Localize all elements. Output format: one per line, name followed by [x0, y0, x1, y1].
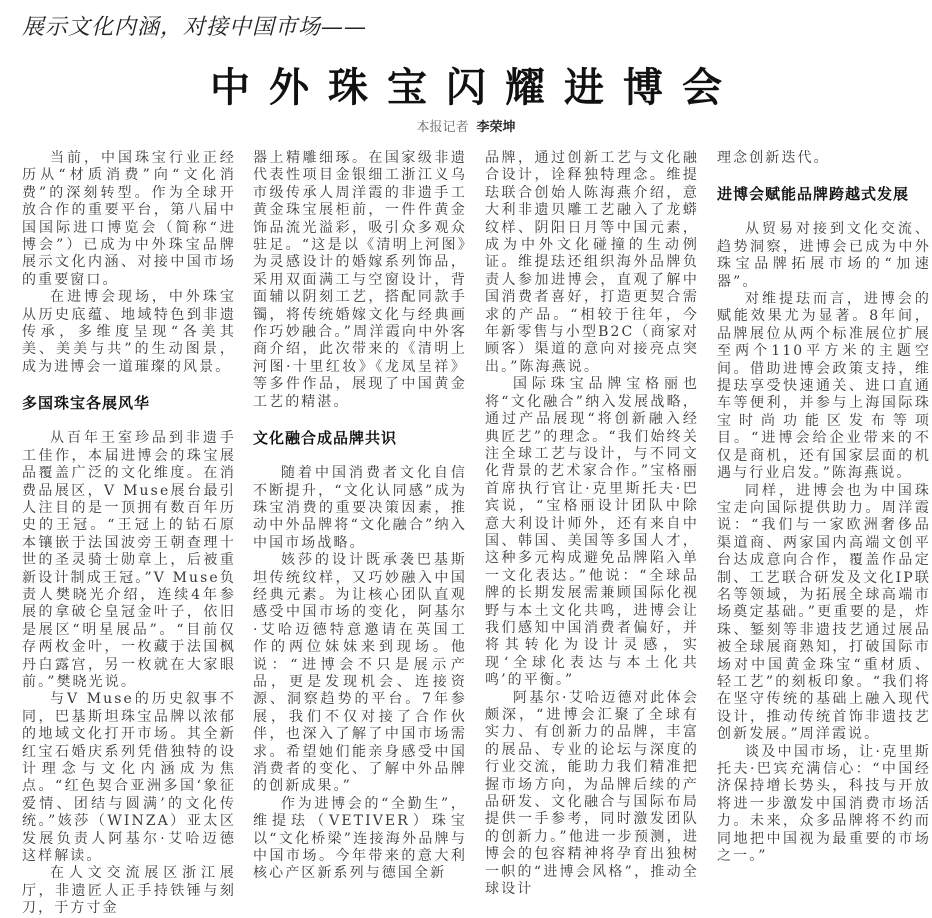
paragraph: 对维提珐而言，进博会的赋能效果尤为显著。8年间，品牌展位从两个标准展位扩展至两个110平方米的主题空间。借助进博会政策支持，维提珐享受快速通关、进口直通车等便利，并参与上海国际珠宝时尚功能区发布等项目。“进博会给企业带来的不仅是商机，还有国家层面的机遇与行业启发。”陈海燕说。: [717, 291, 931, 482]
paragraph: 同样，进博会也为中国珠宝走向国际提供助力。周洋霞说：“我们与一家欧洲奢侈品渠道商、两家国内高端文创平台达成意向合作，覆盖作品定制、工艺联合研发及文化IP联名等领域，为拓展全球高端市场奠定基础。”更重要的是，炸珠、錾刻等非遗技艺通过展品被全球展商熟知，打破国际市场对中国黄金珠宝“重材质、轻工艺”的刻板印象。“我们将在坚守传统的基础上融入现代设计，推动传统首饰非遗技艺创新发展。”周洋霞说。: [717, 482, 931, 743]
paragraph: 随着中国消费者文化自信不断提升，“文化认同感”成为珠宝消费的重要决策因素，推动中外品牌将“文化融合”纳入中国市场战略。: [253, 465, 467, 551]
paragraph: 从贸易对接到文化交流、趋势洞察，进博会已成为中外珠宝品牌拓展市场的“加速器”。: [717, 221, 931, 290]
paragraph: 作为进博会的“全勤生”，维提珐（VETIVER）珠宝以“文化桥梁”连接海外品牌与中国市场。今年带来的意大利核心产区新系列与德国全新: [253, 795, 467, 882]
paragraph: 在进博会现场，中外珠宝从历史底蕴、地域特色到非遗传承，多维度呈现“各美其美、美美与共”的生动图景，成为进博会一道璀璨的风景。: [22, 289, 236, 375]
paragraph: 国际珠宝品牌宝格丽也将“文化融合”纳入发展战略，通过产品展现“将创新融入经典匠艺”的理念。“我们始终关注全球工艺与设计，与不同文化背景的艺术家合作。”宝格丽首席执行官让·克里斯托夫·巴宾说，“宝格丽设计团队中除意大利设计师外，还有来自中国、韩国、美国等多国人才，这种多元构成避免品牌陷入单一文化表达。”他说：“全球品牌的长期发展需兼顾国际化视野与本土文化共鸣，进博会让我们感知中国消费者偏好，并将其转化为设计灵感，实现‘全球化表达与本土化共鸣’的平衡。”: [485, 376, 699, 689]
paragraph: 阿基尔·艾哈迈德对此体会颇深，“进博会汇聚了全球有实力、有创新力的品牌，丰富的展品、专业的论坛与深度的行业交流，能助力我们精准把握市场方向，为品牌后续的产品研发、文化融合与国际布局提供一手参考，同时激发团队的创新力。”他进一步预测，进博会的包容精神将孕育出独树一帜的“进博会风格”，推动全球设计: [485, 689, 699, 898]
paragraph: 姟莎的设计既承袭巴基斯坦传统纹样，又巧妙融入中国经典元素。为让核心团队直观感受中国市场的变化，阿基尔·艾哈迈德特意邀请在英国工作的两位妹妹来到现场。他说：“进博会不只是展示产品，更是发现机会、连接资源、洞察趋势的平台。7年参展，我们不仅对接了合作伙伴，也深入了解了中国市场需求。希望她们能亲身感受中国消费者的变化、了解中外品牌的创新成果。”: [253, 552, 467, 795]
article-column-2: [253, 150, 467, 883]
section-heading: 文化融合成品牌共识: [253, 429, 398, 448]
byline-role: 本报记者: [416, 120, 469, 135]
paragraph-continued: 品牌，通过创新工艺与文化融合设计，诠释独特理念。维提珐联合创始人陈海燕介绍，意大利非遗贝雕工艺融入了龙蟒纹样、阴阳日月等中国元素，成为中外文化碰撞的生动例证。维提珐还组织海外品牌负责人参加进博会，直观了解中国消费者喜好，打造更契合需求的产品。“相较于往年，今年新零售与小型B2C（商家对顾客）渠道的意向对接亮点突出。”陈海燕说。: [485, 150, 699, 375]
paragraph-continued: 理念创新迭代。: [717, 150, 830, 166]
paragraph: 从百年王室珍品到非遗手工佳作，本届进博会的珠宝展品覆盖广泛的文化维度。在消费品展区，V Muse展台最引人注目的是一顶拥有数百年历史的王冠。“王冠上的钻石原本镶嵌于法国波旁王朝查理十世的圣灵骑士勋章上，后被重新设计制成王冠。”V Muse负责人樊晓光介绍，连续4年参展的拿破仑皇冠金叶子，依旧是展区“明星展品”。“目前仅存两枚金叶，一枚藏于法国枫丹白露宫，另一枚就在大家眼前。”樊晓光说。: [22, 430, 236, 690]
paragraph: 与V Muse的历史叙事不同，巴基斯坦珠宝品牌以浓郁的地域文化打开市场。其全新红宝石婚庆系列凭借独特的设计理念与文化内涵成为焦点。“红色契合亚洲多国‘象征爱情、团结与圆满’的文化传统。”姟莎（WINZA）亚太区发展负责人阿基尔·艾哈迈德这样解读。: [22, 691, 236, 865]
article-kicker: 展示文化内涵，对接中国市场——: [22, 15, 368, 40]
article-column-1: [22, 150, 236, 918]
paragraph: 谈及中国市场，让·克里斯托夫·巴宾充满信心：“中国经济保持增长势头，科技与开放将进一步激发中国消费市场活力。未来，众多品牌将不约而同地把中国视为最重要的市场之一。”: [717, 743, 931, 865]
article-title: 中外珠宝闪耀进博会: [210, 64, 741, 111]
section-heading: 多国珠宝各展风华: [22, 394, 151, 413]
paragraph: 当前，中国珠宝行业正经历从“材质消费”向“文化消费”的深刻转型。作为全球开放合作的重要平台，第八届中国国际进口博览会（简称“进博会”）已成为中外珠宝品牌展示文化内涵、对接中国市场的重要窗口。: [22, 150, 236, 288]
article-column-4: [717, 150, 931, 865]
section-heading: 进博会赋能品牌跨越式发展: [717, 185, 910, 204]
paragraph-continued: 器上精雕细琢。在国家级非遗代表性项目金银细工浙江义乌市级传承人周洋霞的非遗手工黄金珠宝展柜前，一件件黄金饰品流光溢彩，吸引众多观众驻足。“这是以《清明上河图》为灵感设计的婚嫁系列饰品，采用双面满工与空窗设计，背面辅以阴刻工艺，搭配同款手镯，将传统婚嫁文化与经典画作巧妙融合。”周洋霞向中外客商介绍，此次带来的《清明上河图·十里红妆》《龙凤呈祥》等多件作品，展现了中国黄金工艺的精湛。: [253, 150, 467, 410]
byline-author: 李荣坤: [476, 120, 516, 135]
paragraph: 在人文交流展区浙江展厅，非遗匠人正手持铁锤与刻刀，于方寸金: [22, 865, 236, 917]
byline: [0, 116, 932, 135]
article-column-3: [485, 150, 699, 898]
